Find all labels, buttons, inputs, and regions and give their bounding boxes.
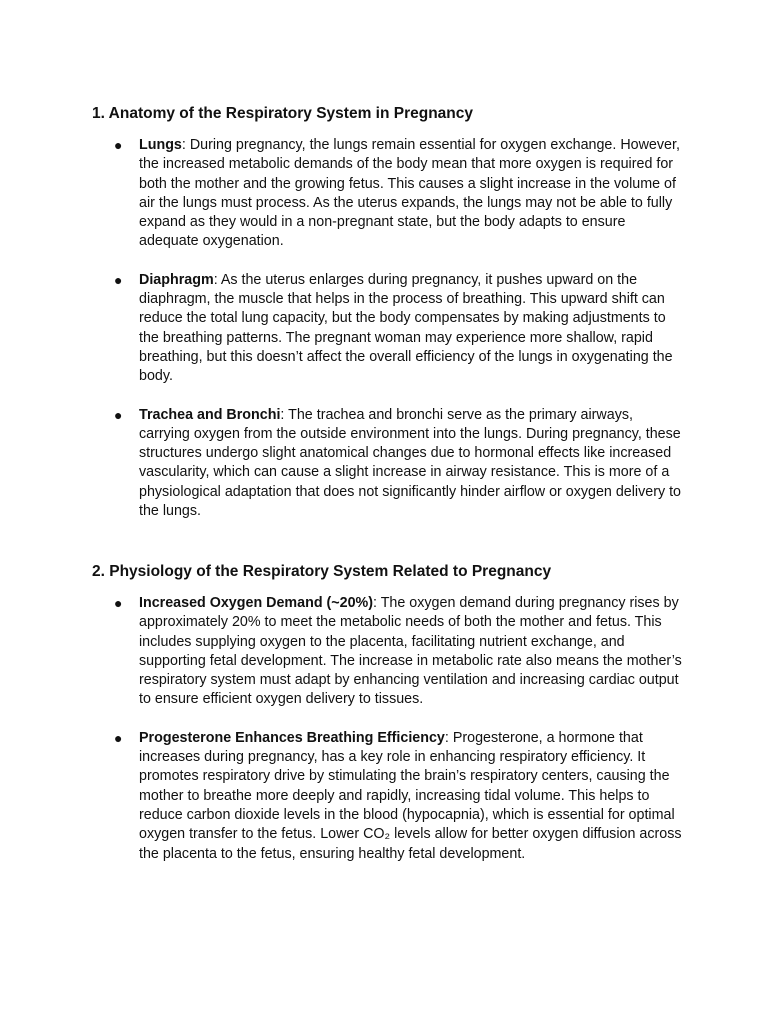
- section-physiology: [92, 561, 682, 883]
- list-item-oxygen-demand: [92, 594, 682, 710]
- item-term: Trachea and Bronchi: [139, 406, 281, 423]
- item-text: : The oxygen demand during pregnancy rises by approximately 20% to meet the metabolic needs of both the mother and fetus. This includes supplying oxygen to the placenta, facilitating nutrient exchange, and supporting fetal development. The increase in metabolic rate also means the mother’s respiratory system must adapt by enhancing ventilation and increasing cardiac output to ensure efficient oxygen delivery to tissues.: [139, 595, 682, 708]
- list-item-lungs: [92, 136, 682, 252]
- item-term: Lungs: [139, 137, 182, 153]
- section-anatomy: [92, 103, 682, 540]
- item-text: : Progesterone, a hormone that increases during pregnancy, has a key role in enhancing respiratory efficiency. It promotes respiratory drive by stimulating the brain’s respiratory centers, causing the mother to breathe more deeply and rapidly, increasing tidal volume. This helps to reduce carbon dioxide levels in the blood (hypocapnia), which is essential for optimal oxygen transfer to the fetus. Lower CO₂ levels allow for better oxygen diffusion across the placenta to the fetus, ensuring healthy fetal development.: [139, 729, 682, 862]
- bullet-icon: ●: [114, 137, 123, 153]
- list-item-progesterone: [92, 729, 682, 864]
- bullet-icon: ●: [114, 406, 123, 423]
- bullet-list: [92, 594, 682, 864]
- list-item-trachea-bronchi: [92, 406, 682, 522]
- item-text: : The trachea and bronchi serve as the primary airways, carrying oxygen from the outside environment into the lungs. During pregnancy, these structures undergo slight anatomical changes due to hormonal effects like increased vascularity, which can cause a slight increase in airway resistance. This is more of a physiological adaptation that does not significantly hinder airflow or oxygen delivery to the lungs.: [139, 406, 682, 520]
- bullet-icon: ●: [114, 729, 123, 746]
- item-text: : As the uterus enlarges during pregnancy, it pushes upward on the diaphragm, the muscle that helps in the process of breathing. This upward shift can reduce the total lung capacity, but the body compensates by making adjustments to the breathing patterns. The pregnant woman may experience more shallow, rapid breathing, but this doesn’t affect the overall efficiency of the lungs in oxygenating the body.: [139, 271, 673, 385]
- bullet-icon: ●: [114, 595, 123, 611]
- bullet-list: [92, 136, 682, 521]
- item-term: Diaphragm: [139, 271, 214, 288]
- section-heading: 2. Physiology of the Respiratory System Related to Pregnancy: [92, 563, 552, 580]
- item-text: : During pregnancy, the lungs remain essential for oxygen exchange. However, the increased metabolic demands of the body mean that more oxygen is required for both the mother and the growing fetus. This causes a slight increase in the volume of air the lungs must process. As the uterus expands, the lungs may not be able to fully expand as they would in a non-pregnant state, but the body adapts to ensure adequate oxygenation.: [139, 137, 680, 250]
- list-item-diaphragm: [92, 271, 682, 387]
- bullet-icon: ●: [114, 271, 123, 288]
- section-heading: 1. Anatomy of the Respiratory System in Pregnancy: [92, 105, 474, 122]
- item-term: Progesterone Enhances Breathing Efficiency: [139, 729, 445, 746]
- item-term: Increased Oxygen Demand (~20%): [139, 595, 374, 611]
